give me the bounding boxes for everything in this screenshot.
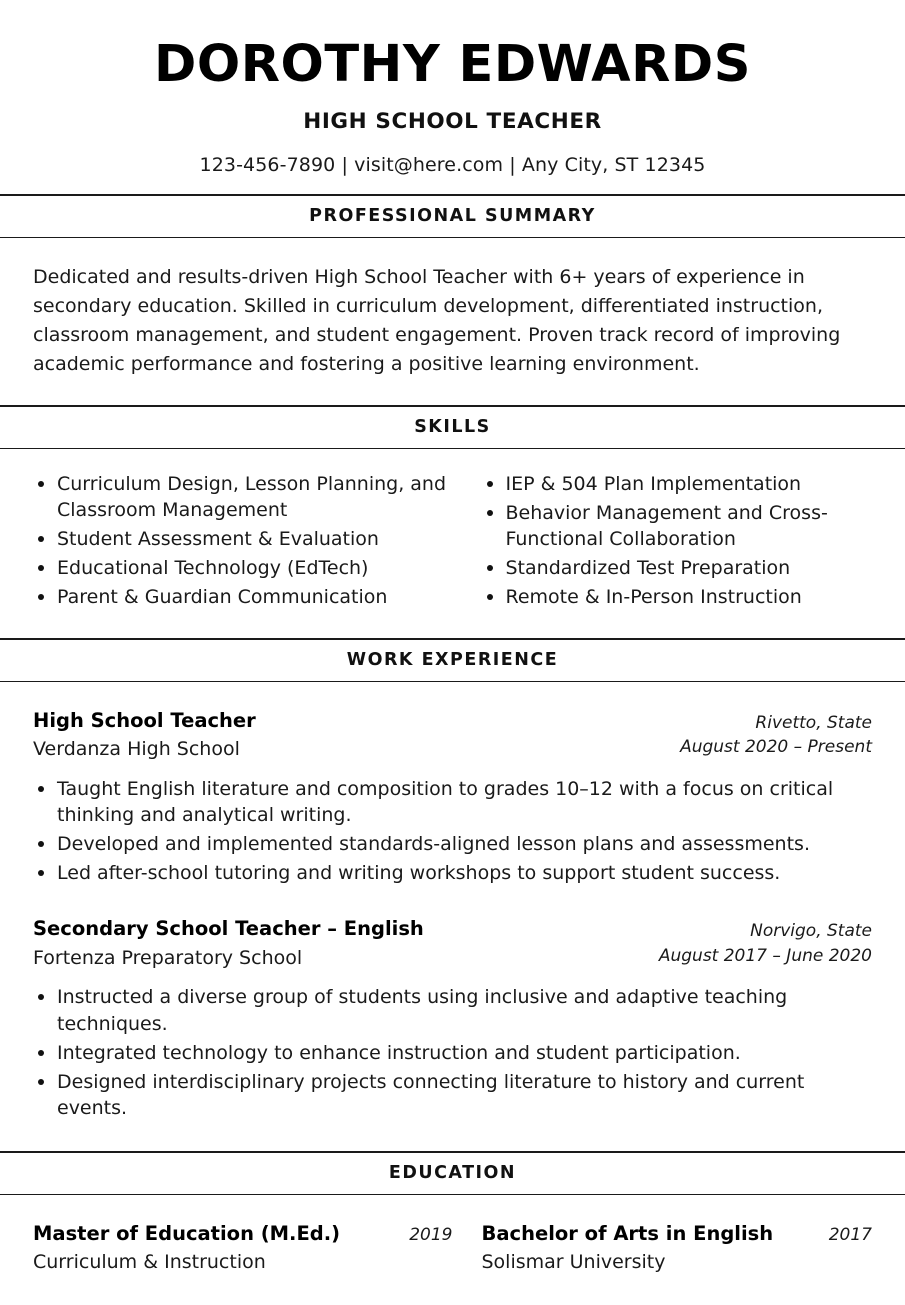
contact-line: 123-456-7890 | visit@here.com | Any City, ST 12345 xyxy=(30,154,875,176)
experience-organization: Fortenza Preparatory School xyxy=(33,945,424,971)
education-entry-text xyxy=(33,1221,340,1276)
education-detail: Solismar University xyxy=(482,1249,774,1275)
section-header-skills xyxy=(0,405,905,449)
section-title-summary: PROFESSIONAL SUMMARY xyxy=(309,206,596,226)
education-columns xyxy=(33,1195,872,1305)
experience-organization: Verdanza High School xyxy=(33,736,256,762)
experience-location: Norvigo, State xyxy=(659,919,872,943)
education-entry-text xyxy=(482,1221,774,1276)
resume-header xyxy=(0,0,905,194)
experience-entry xyxy=(33,708,872,887)
candidate-name: DOROTHY EDWARDS xyxy=(30,38,875,91)
section-header-summary xyxy=(0,194,905,238)
experience-entry-right xyxy=(659,916,872,967)
section-body-skills xyxy=(0,449,905,638)
experience-list xyxy=(33,682,872,1151)
section-body-summary xyxy=(0,238,905,405)
education-detail: Curriculum & Instruction xyxy=(33,1249,340,1275)
experience-entry-left xyxy=(33,708,272,763)
list-item: Educational Technology (EdTech) xyxy=(33,555,453,581)
skills-list-right xyxy=(482,471,873,611)
skills-column-right xyxy=(453,471,873,614)
list-item: Curriculum Design, Lesson Planning, and Classroom Management xyxy=(33,471,453,523)
experience-entry-left xyxy=(33,916,440,971)
experience-role: Secondary School Teacher – English xyxy=(33,916,424,942)
section-body-education xyxy=(0,1195,905,1305)
skills-columns xyxy=(33,449,872,638)
section-title-education: EDUCATION xyxy=(389,1163,516,1183)
education-year: 2019 xyxy=(397,1221,452,1245)
list-item: Designed interdisciplinary projects connecting literature to history and current events. xyxy=(33,1069,872,1121)
section-title-skills: SKILLS xyxy=(414,417,491,437)
list-item: Remote & In-Person Instruction xyxy=(482,584,873,610)
experience-entry-header xyxy=(33,708,872,763)
section-header-education xyxy=(0,1151,905,1195)
list-item: Developed and implemented standards-aligned lesson plans and assessments. xyxy=(33,831,872,857)
experience-location: Rivetto, State xyxy=(680,711,872,735)
list-item: Parent & Guardian Communication xyxy=(33,584,453,610)
list-item: IEP & 504 Plan Implementation xyxy=(482,471,873,497)
skills-list-left xyxy=(33,471,453,611)
candidate-job-title: HIGH SCHOOL TEACHER xyxy=(30,109,875,134)
section-header-experience xyxy=(0,638,905,682)
list-item: Led after-school tutoring and writing workshops to support student success. xyxy=(33,860,872,886)
experience-role: High School Teacher xyxy=(33,708,256,734)
skills-column-left xyxy=(33,471,453,614)
list-item: Standardized Test Preparation xyxy=(482,555,873,581)
education-entry xyxy=(33,1221,453,1276)
list-item: Instructed a diverse group of students using inclusive and adaptive teaching techniques. xyxy=(33,984,872,1036)
education-year: 2017 xyxy=(817,1221,872,1245)
education-degree: Bachelor of Arts in English xyxy=(482,1221,774,1247)
experience-dates: August 2017 – June 2020 xyxy=(659,944,872,968)
experience-entry xyxy=(33,916,872,1121)
experience-entry-right xyxy=(680,708,872,759)
education-entry xyxy=(453,1221,873,1276)
section-title-experience: WORK EXPERIENCE xyxy=(347,650,558,670)
summary-paragraph: Dedicated and results-driven High School Teacher with 6+ years of experience in secondary education. Skilled in curriculum development, differentiated instruction, classroom management, and student engagement. Proven track record of improving academic performance and fostering a positive learning environment. xyxy=(33,238,872,405)
experience-bullets xyxy=(33,776,872,887)
list-item: Student Assessment & Evaluation xyxy=(33,526,453,552)
experience-dates: August 2020 – Present xyxy=(680,735,872,759)
education-degree: Master of Education (M.Ed.) xyxy=(33,1221,340,1247)
list-item: Integrated technology to enhance instruction and student participation. xyxy=(33,1040,872,1066)
experience-bullets xyxy=(33,984,872,1121)
list-item: Taught English literature and composition to grades 10–12 with a focus on critical thinking and analytical writing. xyxy=(33,776,872,828)
section-body-experience xyxy=(0,682,905,1151)
list-item: Behavior Management and Cross-Functional Collaboration xyxy=(482,500,873,552)
experience-entry-header xyxy=(33,916,872,971)
